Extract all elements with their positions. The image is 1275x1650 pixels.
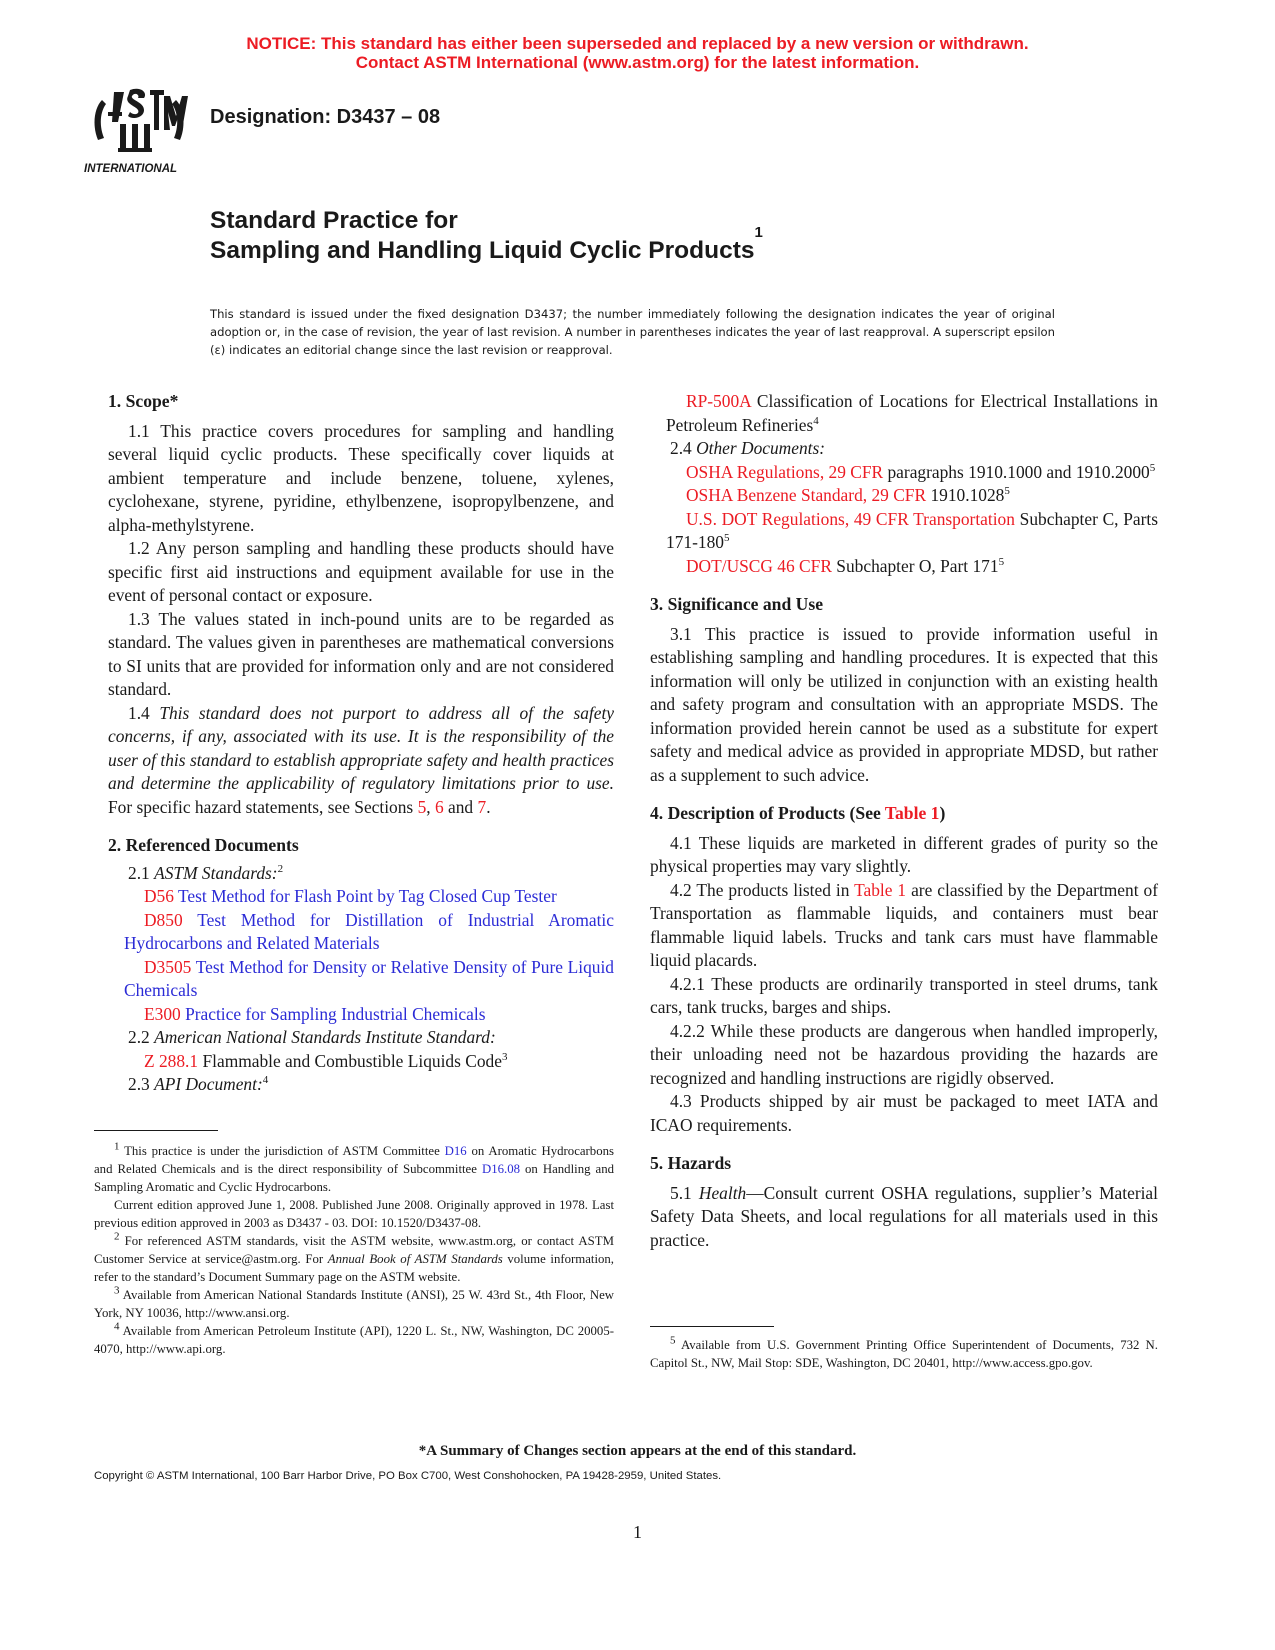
notice-line-1: NOTICE: This standard has either been superseded and replaced by a new version or withdrawn. xyxy=(246,34,1029,53)
scope-1-3: 1.3 The values stated in inch-pound units are to be regarded as standard. The values given in parentheses are mathematical conversions to SI units that are provided for information only and are not considered standard. xyxy=(108,608,614,699)
ref-dot-regs: U.S. DOT Regulations, 49 CFR Transportation Subchapter C, Parts $171-180^5$ xyxy=(666,508,1158,552)
description-4-2-2: 4.2.2 While these products are dangerous when handled improperly, their unloading need not be hazardous providing the hazards are recognized and handling instructions are rigidly observed. xyxy=(650,1020,1158,1088)
other-docs-subheading: 2.4 Other Documents: xyxy=(670,438,826,458)
ref-code-link[interactable]: D56 xyxy=(144,886,174,906)
scope-1-2: 1.2 Any person sampling and handling these products should have specific first aid instructions and equipment available for use in the event of personal contact or exposure. xyxy=(108,538,614,605)
significance-3-1: 3.1 This practice is issued to provide information useful in establishing sampling and handling procedures. It is expected that this information will only be utilized in conjunction with an existing health and safety program and consultation with an appropriate MSDS. The information provided herein cannot be used as a substitute for expert safety and medical advice as provided in appropriate MDSD, but rather as a supplement to such advice. xyxy=(650,623,1158,785)
footnote-5: $^5$ Available from U.S. Government Printing Office Superintendent of Documents, 732 N. Capitol St., NW, Mail Stop: SDE, Washington, DC 20401, http://www.access.gpo.gov. xyxy=(650,1334,1158,1370)
ref-z288: Z 288.1 Flammable and Combustible Liquids Code$^3$ xyxy=(144,1050,508,1071)
ref-code-link[interactable]: Z 288.1 xyxy=(144,1050,199,1071)
notice-line-2: Contact ASTM International (www.astm.org) for the latest information. xyxy=(355,53,920,72)
superseded-notice xyxy=(0,34,1275,72)
ref-osha-benzene: OSHA Benzene Standard, 29 CFR 1910.1028$^5$ xyxy=(686,485,1010,505)
ansi-subheading: 2.2 American National Standards Institute Standard: xyxy=(128,1027,496,1047)
description-4-1: 4.1 These liquids are marketed in different grades of purity so the physical properties may vary slightly. xyxy=(650,832,1158,876)
designation: Designation: D3437 – 08 xyxy=(210,106,441,128)
hazards-heading: 5. Hazards xyxy=(650,1153,732,1173)
section-5-link[interactable]: 5 xyxy=(417,796,427,817)
ref-code-link[interactable]: OSHA Regulations, 29 CFR xyxy=(686,461,884,482)
subcommittee-link[interactable]: D16.08 xyxy=(481,1162,520,1176)
description-4-3: 4.3 Products shipped by air must be packaged to meet IATA and ICAO requirements. xyxy=(650,1091,1158,1135)
footnote-3: $^3$ Available from American National Standards Institute (ANSI), 25 W. 43rd St., 4th Floor, New York, NY 10036, http://www.ansi.org. xyxy=(94,1284,614,1320)
document-title xyxy=(210,206,763,266)
astm-logo xyxy=(84,86,194,178)
footnote-4: $^4$ Available from American Petroleum Institute (API), 1220 L. St., NW, Washington, DC 20005-4070, http://www.api.org. xyxy=(94,1320,614,1356)
ref-title-link[interactable]: Test Method for Distillation of Industrial Aromatic Hydrocarbons and Related Materials xyxy=(124,909,614,953)
ref-rp500a: RP-500A Classification of Locations for Electrical Installations in Petroleum Refineries$^4$ xyxy=(666,391,1158,435)
significance-heading: 3. Significance and Use xyxy=(650,594,824,614)
ref-code-link[interactable]: U.S. DOT Regulations, 49 CFR Transportation xyxy=(686,508,1015,529)
logo-label: INTERNATIONAL xyxy=(84,163,178,175)
committee-d16-link[interactable]: D16 xyxy=(444,1144,467,1158)
description-4-2-1: 4.2.1 These products are ordinarily transported in steel drums, tank cars, tank trucks, barges and ships. xyxy=(650,973,1158,1017)
footnote-2: $^2$ For referenced ASTM standards, visit the ASTM website, www.astm.org, or contact ASTM Customer Service at service@astm.org. For Annual Book of ASTM Standards volume information, refer to the standard’s Document Summary page on the ASTM website. xyxy=(94,1230,615,1284)
ref-code-link[interactable]: D3505 xyxy=(144,956,192,977)
ref-code-link[interactable]: RP-500A xyxy=(686,391,751,411)
refdocs-heading: 2. Referenced Documents xyxy=(108,835,299,855)
scope-1-1: 1.1 This practice covers procedures for sampling and handling several liquid cyclic products. These specifically cover liquids at ambient temperature and include benzene, toluene, xylenes, cyclohexane, styrene, pyridine, ethylbenzene, isopropylbenzene, and alpha-methylstyrene. xyxy=(108,420,614,535)
ref-d850 xyxy=(108,909,614,956)
ref-osha-regs: OSHA Regulations, 29 CFR paragraphs 1910.1000 and 1910.2000$^5$ xyxy=(686,461,1156,482)
scope-1-4: 1.4 This standard does not purport to address all of the safety concerns, if any, associated with its use. It is the responsibility of the user of this standard to establish appropriate safety and health practices and determine the applicability of regulatory limitations prior to use. For specific hazard statements, see Sections 5, 6 and 7. xyxy=(108,702,615,817)
ref-title-link[interactable]: Practice for Sampling Industrial Chemicals xyxy=(185,1003,486,1024)
description-heading: 4. Description of Products (See Table 1) xyxy=(650,803,946,823)
title-footnote-ref[interactable]: 1 xyxy=(754,224,763,241)
page-number: 1 xyxy=(633,1522,642,1542)
ref-d56 xyxy=(108,885,614,909)
footnote-1: $^1$ This practice is under the jurisdiction of ASTM Committee D16 on Aromatic Hydrocarbons and Related Chemicals and is the direct responsibility of Subcommittee D16.08 on Handling and Sampling Aromatic and Cyclic Hydrocarbons. xyxy=(94,1140,614,1194)
ref-e300 xyxy=(108,1003,614,1027)
issuance-note: This standard is issued under the fixed designation D3437; the number immediately following the designation indicates the year of original adoption or, in the case of revision, the year of last revision. A number in parentheses indicates the year of last reapproval. A superscript epsilon (ε) indicates an editorial change since the last revision or reapproval. xyxy=(210,307,1055,357)
hazards-5-1: 5.1 Health—Consult current OSHA regulations, supplier’s Material Safety Data Sheets, and local regulations for all materials used in this practice. xyxy=(650,1182,1158,1250)
ref-code-link[interactable]: OSHA Benzene Standard, 29 CFR xyxy=(686,485,927,505)
ref-dot-uscg: DOT/USCG 46 CFR Subchapter O, Part $171^5$ xyxy=(686,555,1005,576)
api-subheading: 2.3 API Document:$^4$ xyxy=(128,1074,269,1094)
copyright: Copyright © ASTM International, 100 Barr Harbor Drive, PO Box C700, West Conshohocken, PA 19428-2959, United States. xyxy=(94,1470,722,1482)
table-1-link[interactable]: Table 1 xyxy=(854,879,907,900)
ref-code-link[interactable]: DOT/USCG 46 CFR xyxy=(686,555,832,576)
ref-code-link[interactable]: D850 xyxy=(144,909,183,930)
title-line-1: Standard Practice for xyxy=(210,207,458,234)
left-column xyxy=(108,390,614,1097)
scope-heading: 1. Scope* xyxy=(108,391,179,411)
section-7-link[interactable]: 7 xyxy=(477,796,487,817)
ref-d3505 xyxy=(108,956,614,1003)
footnote-1-edition: Current edition approved June 1, 2008. Published June 2008. Originally approved in 1978. Last previous edition approved in 2003 as D3437 - 03. DOI: 10.1520/D3437-08. xyxy=(94,1198,614,1230)
footnotes-right xyxy=(650,1336,1158,1372)
footnote-rule-left xyxy=(94,1130,218,1131)
ref-code-link[interactable]: E300 xyxy=(144,1003,181,1024)
summary-of-changes-note: *A Summary of Changes section appears at the end of this standard. xyxy=(418,1443,857,1459)
right-column xyxy=(650,390,1158,1252)
astm-logo-icon xyxy=(84,86,194,178)
section-6-link[interactable]: 6 xyxy=(434,796,444,817)
table-1-link[interactable]: Table 1 xyxy=(884,803,940,823)
ref-title-link[interactable]: Test Method for Density or Relative Density of Pure Liquid Chemicals xyxy=(124,956,614,1000)
description-4-2: 4.2 The products listed in Table 1 are classified by the Department of Transportation as flammable liquids, and containers must bear flammable liquid labels. Trucks and tank cars must have flammable liquid placards. xyxy=(650,879,1159,970)
title-line-2: Sampling and Handling Liquid Cyclic Products xyxy=(210,237,755,264)
footnotes-left xyxy=(94,1142,614,1358)
ref-title-link[interactable]: Test Method for Flash Point by Tag Closed Cup Tester xyxy=(178,886,557,906)
astm-standards-subheading: 2.1 ASTM Standards:$^2$ xyxy=(128,862,284,883)
footnote-rule-right xyxy=(650,1326,774,1327)
